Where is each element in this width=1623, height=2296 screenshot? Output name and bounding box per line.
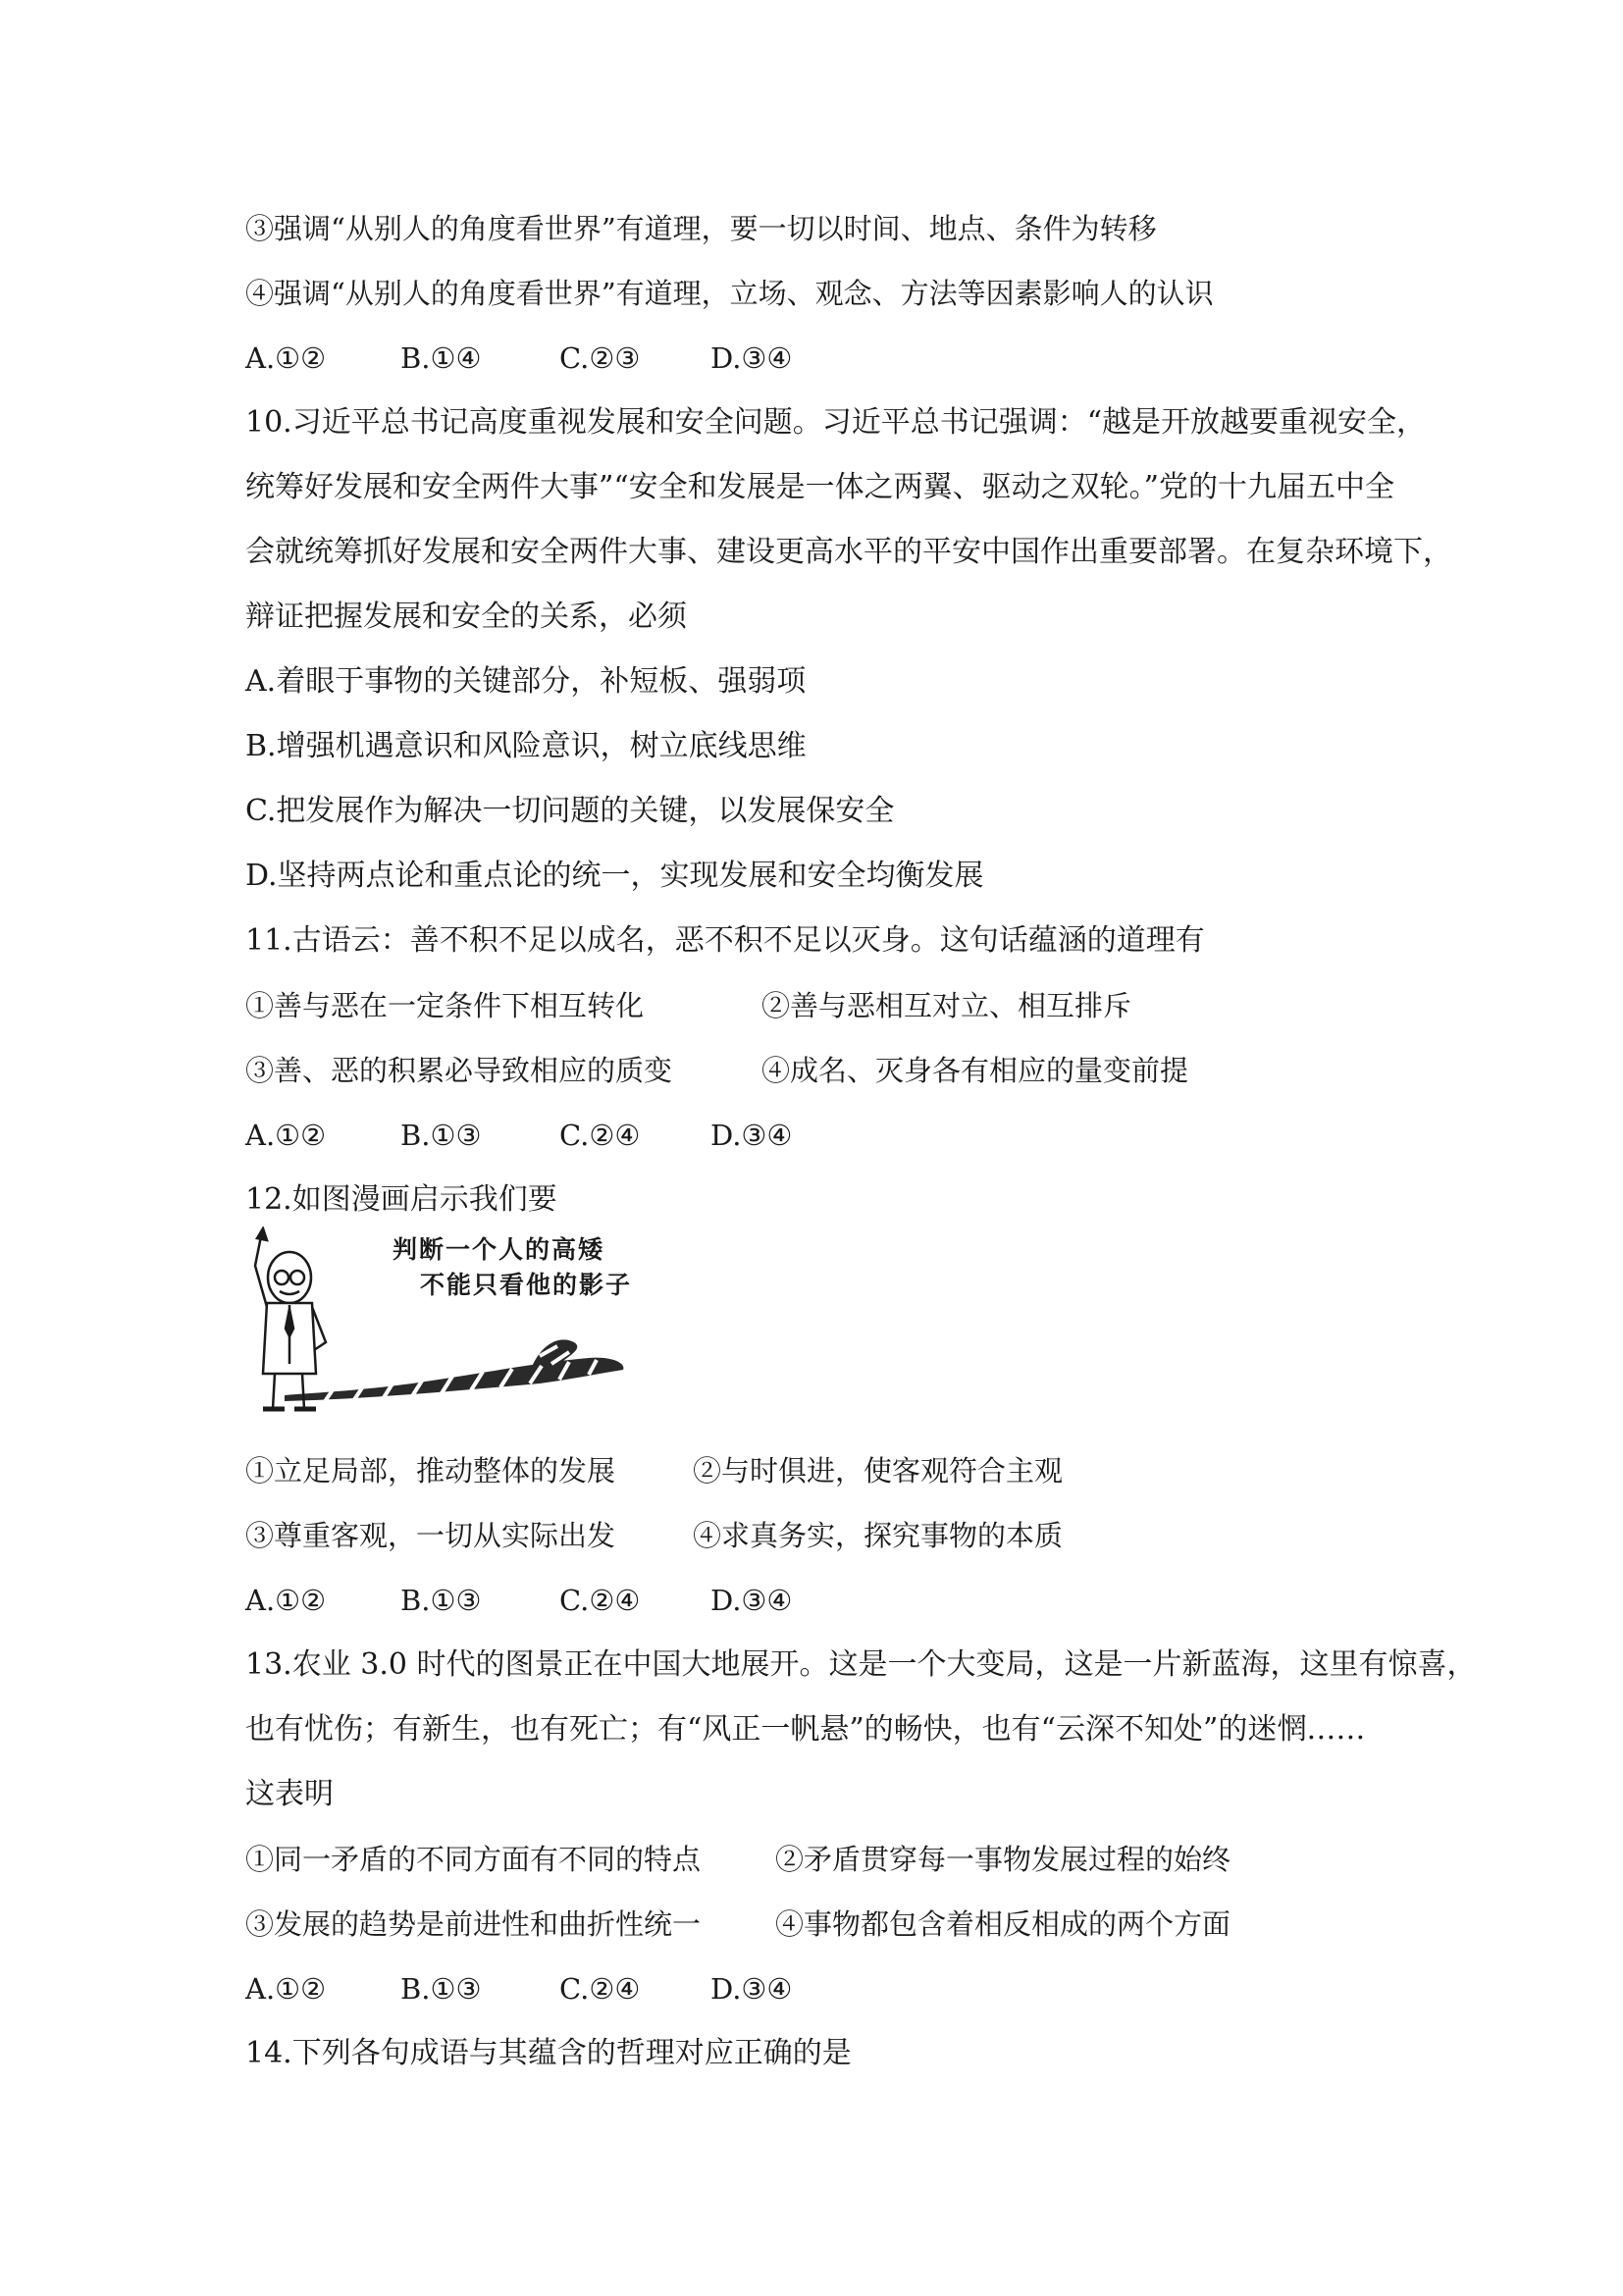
q12-answer-c: C.②④ <box>559 1584 641 1617</box>
q13-answer-d: D.③④ <box>710 1972 793 2006</box>
q14-stem: 14.下列各句成语与其蕴含的哲理对应正确的是 <box>245 2036 852 2070</box>
cartoon-man <box>255 1228 326 1409</box>
q10-choice-a: A.着眼于事物的关键部分，补短板、强弱项 <box>245 664 807 699</box>
q13-answer-c: C.②④ <box>559 1972 641 2006</box>
q9-answer-a: A.①② <box>245 341 327 375</box>
cartoon-caption-line-2: 不能只看他的影子 <box>420 1271 633 1299</box>
q13-stem-line-1: 13.农业 3.0 时代的图景正在中国大地展开。这是一个大变局，这是一片新蓝海，这里有惊喜， <box>245 1647 1477 1682</box>
q13-option-4: ④事物都包含着相反相成的两个方面 <box>775 1907 1231 1941</box>
q10-choice-c: C.把发展作为解决一切问题的关键，以发展保安全 <box>245 794 895 828</box>
q10-choice-b: B.增强机遇意识和风险意识，树立底线思维 <box>245 729 807 763</box>
q12-cartoon <box>245 1226 633 1423</box>
q10-stem-line-1: 10.习近平总书记高度重视发展和安全问题。习近平总书记强调：“越是开放越要重视安全， <box>245 405 1427 440</box>
q11-option-4: ④成名、灭身各有相应的量变前提 <box>761 1054 1189 1087</box>
q11-answer-c: C.②④ <box>559 1119 641 1152</box>
q12-option-2: ②与时俱进，使客观符合主观 <box>693 1454 1064 1487</box>
q9-answer-d: D.③④ <box>710 341 793 375</box>
q10-stem-line-2: 统筹好发展和安全两件大事”“安全和发展是一体之两翼、驱动之双轮。”党的十九届五中全 <box>245 470 1395 504</box>
q10-stem-line-4: 辩证把握发展和安全的关系，必须 <box>245 600 687 634</box>
q12-answer-d: D.③④ <box>710 1584 793 1617</box>
cartoon-shadow <box>285 1339 623 1403</box>
q12-option-4: ④求真务实，探究事物的本质 <box>693 1519 1064 1552</box>
cartoon-caption-line-1: 判断一个人的高矮 <box>393 1235 605 1264</box>
q9-answer-b: B.①④ <box>400 341 482 375</box>
q11-stem: 11.古语云：善不积不足以成名，恶不积不足以灭身。这句话蕴涵的道理有 <box>245 923 1205 958</box>
q13-stem-line-2: 也有忧伤；有新生，也有死亡；有“风正一帆悬”的畅快，也有“云深不知处”的迷惘…… <box>245 1712 1366 1747</box>
q12-answer-a: A.①② <box>245 1584 327 1617</box>
q13-answer-b: B.①③ <box>400 1972 482 2006</box>
q9-answer-c: C.②③ <box>559 341 641 375</box>
q9-option-4: ④强调“从别人的角度看世界”有道理，立场、观念、方法等因素影响人的认识 <box>245 277 1214 310</box>
q13-option-3: ③发展的趋势是前进性和曲折性统一 <box>245 1907 702 1941</box>
q11-answer-b: B.①③ <box>400 1119 482 1152</box>
q13-option-2: ②矛盾贯穿每一事物发展过程的始终 <box>775 1843 1231 1876</box>
q11-option-3: ③善、恶的积累必导致相应的质变 <box>245 1054 673 1087</box>
q13-answer-a: A.①② <box>245 1972 327 2006</box>
q11-answer-d: D.③④ <box>710 1119 793 1152</box>
q11-answer-a: A.①② <box>245 1119 327 1152</box>
q13-stem-line-3: 这表明 <box>245 1777 334 1811</box>
q13-option-1: ①同一矛盾的不同方面有不同的特点 <box>245 1843 702 1876</box>
q11-option-2: ②善与恶相互对立、相互排斥 <box>761 989 1132 1022</box>
q10-stem-line-3: 会就统筹抓好发展和安全两件大事、建设更高水平的平安中国作出重要部署。在复杂环境下， <box>245 535 1452 569</box>
q12-answer-b: B.①③ <box>400 1584 482 1617</box>
q11-option-1: ①善与恶在一定条件下相互转化 <box>245 989 645 1022</box>
q9-option-3: ③强调“从别人的角度看世界”有道理，要一切以时间、地点、条件为转移 <box>245 212 1157 245</box>
q12-option-3: ③尊重客观，一切从实际出发 <box>245 1519 616 1552</box>
q10-choice-d: D.坚持两点论和重点论的统一，实现发展和安全均衡发展 <box>245 859 984 893</box>
q12-option-1: ①立足局部，推动整体的发展 <box>245 1454 616 1487</box>
q12-stem: 12.如图漫画启示我们要 <box>245 1182 557 1217</box>
